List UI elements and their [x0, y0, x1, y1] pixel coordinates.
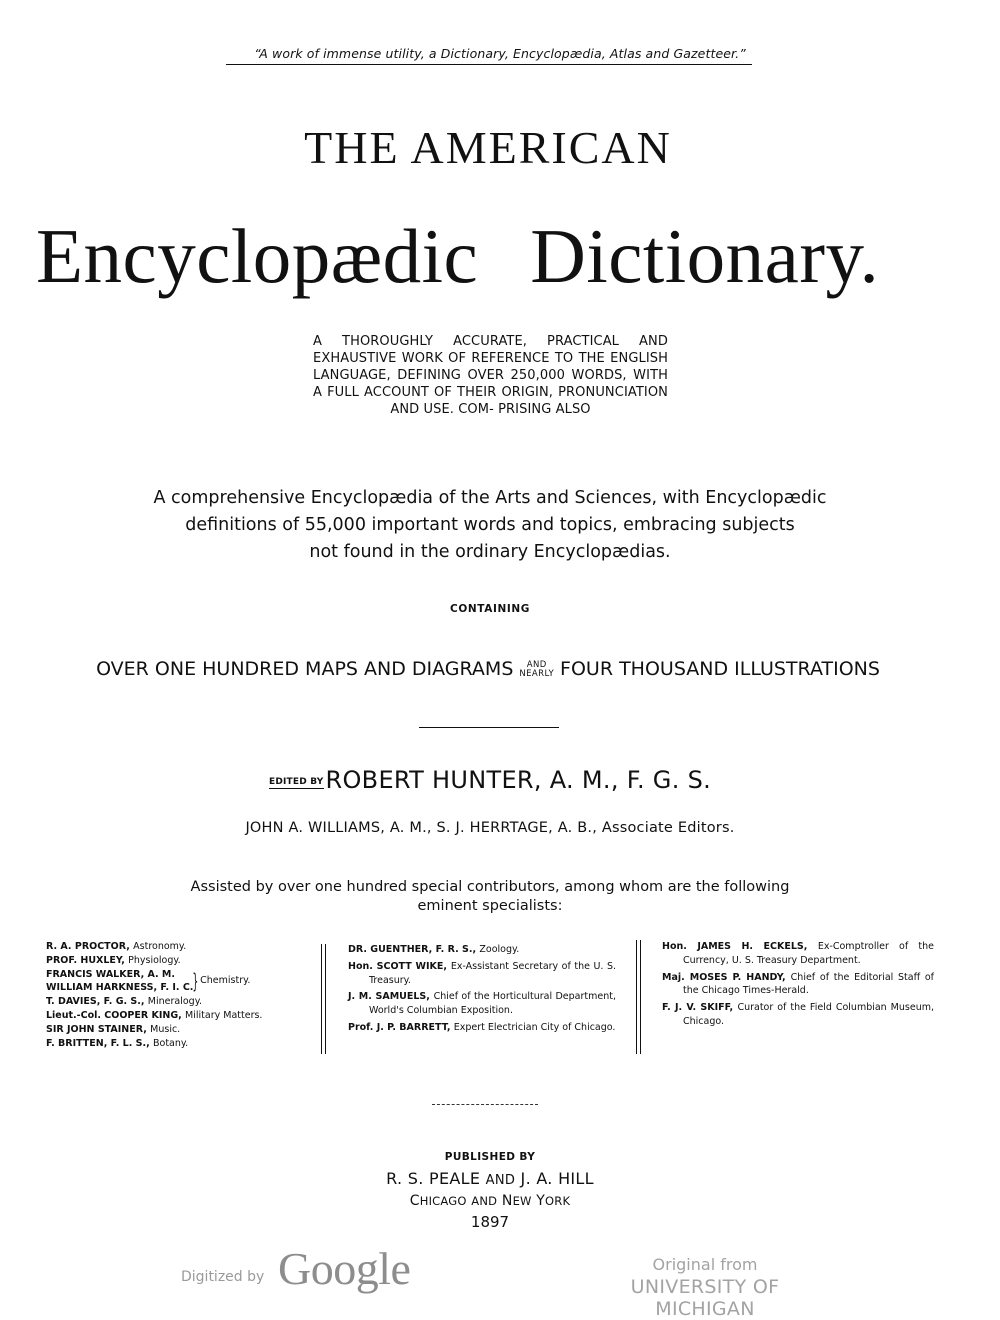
specialist-entry [348, 943, 616, 957]
specialist-field: Ex-Comptroller of the Currency, U. S. Treasury Department. [683, 941, 934, 966]
encyclopaedia-line-3: not found in the ordinary Encyclopædias. [309, 542, 671, 562]
and-word: AND [526, 659, 547, 670]
specialist-field: Astronomy. [133, 941, 187, 952]
publisher-names [0, 1169, 980, 1188]
specialist-entry [662, 1001, 934, 1029]
specialist-name: Prof. J. P. BARRETT, [348, 1021, 451, 1033]
specialist-entry [46, 940, 316, 954]
specialist-field: Curator of the Field Columbian Museum, Chicago. [683, 1002, 934, 1027]
city-2-rest: EW [512, 1194, 532, 1208]
specialist-entry [662, 940, 934, 968]
specialist-name: FRANCIS WALKER, A. M. [46, 968, 175, 980]
motto-quote: “A work of immense utility, a Dictionary, Encyclopædia, Atlas and Gazetteer.” [254, 46, 746, 61]
title-line-1: THE AMERICAN [304, 122, 672, 173]
specialist-entry [46, 1023, 316, 1037]
specialist-name: R. A. PROCTOR, [46, 941, 130, 952]
title-line-2 [36, 212, 956, 301]
city-1-initial: C [409, 1193, 420, 1209]
publisher-and: AND [485, 1173, 516, 1188]
specialist-name: F. J. V. SKIFF, [662, 1002, 734, 1014]
city-3-initial: Y [536, 1193, 546, 1209]
cities-and: AND [471, 1194, 498, 1208]
specialist-group-chemistry [46, 968, 316, 996]
specialists-column-3 [662, 940, 934, 1032]
specialist-entry [348, 960, 616, 988]
publisher-2-initials: J. A. [520, 1169, 553, 1188]
publisher-block [0, 1151, 980, 1231]
city-1-rest: HICAGO [419, 1194, 467, 1208]
specialist-entry [46, 954, 316, 968]
specialist-entry [348, 1021, 616, 1035]
specialist-field: Botany. [153, 1037, 189, 1049]
column-rule [321, 944, 322, 1054]
title-word-dictionary: Dictionary. [530, 213, 880, 299]
specialists-column-2 [348, 943, 616, 1038]
specialist-entry [46, 995, 316, 1009]
specialist-name: Hon. JAMES H. ECKELS, [662, 941, 808, 952]
original-from-label: Original from [652, 1255, 758, 1274]
university-name: UNIVERSITY OF MICHIGAN [630, 1276, 780, 1320]
publisher-cities [0, 1193, 980, 1209]
maps-illustrations-line [0, 658, 976, 680]
specialist-name: PROF. HUXLEY, [46, 954, 125, 966]
containing-label: CONTAINING [450, 603, 530, 615]
publisher-2-surname: HILL [558, 1169, 594, 1188]
publication-year: 1897 [470, 1213, 510, 1231]
specialist-name: DR. GUENTHER, F. R. S., [348, 944, 477, 955]
chief-editor-name: ROBERT HUNTER, A. M., F. G. S. [325, 766, 712, 794]
maps-text: OVER ONE HUNDRED MAPS AND DIAGRAMS [96, 658, 514, 680]
specialist-field: Chief of the Horticultural Department, World's Columbian Exposition. [369, 991, 617, 1017]
specialist-field: Chemistry. [200, 975, 251, 987]
city-3-rest: ORK [545, 1194, 571, 1208]
specialist-name: SIR JOHN STAINER, [46, 1023, 147, 1035]
specialist-field: Military Matters. [185, 1009, 263, 1021]
contributors-intro-line-2: eminent specialists: [417, 898, 563, 914]
column-rule [636, 940, 637, 1054]
specialist-field: Mineralogy. [147, 996, 202, 1008]
specialist-field: Ex-Assistant Secretary of the U. S. Treasury. [369, 960, 616, 986]
specialist-field: Physiology. [128, 954, 181, 966]
city-2-initial: N [501, 1193, 513, 1209]
title-word-encyclopaedic: Encyclopædic [36, 213, 479, 299]
specialist-name: F. BRITTEN, F. L. S., [46, 1037, 150, 1049]
specialist-entry [46, 1009, 316, 1023]
edited-by-label: EDITED BY [268, 777, 324, 787]
ornamental-divider [432, 1104, 538, 1105]
specialists-column-1 [46, 940, 316, 1050]
specialist-name: WILLIAM HARKNESS, F. I. C. [46, 982, 194, 994]
publisher-1-surname: PEALE [429, 1169, 481, 1188]
specialist-field: Expert Electrician City of Chicago. [453, 1021, 616, 1033]
publisher-1-initials: R. S. [386, 1169, 424, 1188]
specialist-name: J. M. SAMUELS, [348, 991, 430, 1003]
specialist-field: Chief of the Editorial Staff of the Chicago Times-Herald. [683, 971, 935, 997]
google-logo: Google [278, 1243, 411, 1294]
motto-underline [226, 64, 752, 65]
specialist-name: Lieut.-Col. COOPER KING, [46, 1009, 182, 1021]
specialist-name: T. DAVIES, F. G. S., [46, 996, 145, 1008]
illustrations-text: FOUR THOUSAND ILLUSTRATIONS [560, 658, 880, 680]
and-nearly-stack [519, 661, 554, 679]
encyclopaedia-line-1: A comprehensive Encyclopædia of the Arts and Sciences, with Encyclopædic [153, 488, 827, 508]
editor-line [0, 766, 980, 794]
specialist-entry [662, 971, 934, 999]
digitized-by-label: Digitized by [181, 1269, 265, 1285]
description-paragraph: A THOROUGHLY ACCURATE, PRACTICAL AND EXHAUSTIVE WORK OF REFERENCE TO THE ENGLISH LANGUAGE, DEFINING OVER 250,000 WORDS, WITH A FULL ACCOUNT OF THEIR ORIGIN, PRONUNCIATION AND USE. COM- PRISING ALSO [313, 334, 668, 417]
brace-symbol: } [192, 969, 199, 994]
nearly-word: NEARLY [519, 668, 555, 679]
specialist-name: Hon. SCOTT WIKE, [348, 960, 447, 972]
associate-editors: JOHN A. WILLIAMS, A. M., S. J. HERRTAGE, A. B., Associate Editors. [245, 820, 735, 836]
specialist-group-names [46, 968, 193, 996]
contributors-intro [150, 878, 830, 916]
contributors-intro-line-1: Assisted by over one hundred special contributors, among whom are the following [190, 879, 790, 895]
column-rule [640, 940, 641, 1054]
specialist-name: Maj. MOSES P. HANDY, [662, 971, 786, 983]
encyclopaedia-paragraph [60, 485, 920, 566]
section-divider [419, 727, 559, 728]
column-rule [325, 944, 326, 1054]
specialist-field: Music. [150, 1023, 181, 1035]
published-by-label: PUBLISHED BY [444, 1151, 536, 1163]
specialist-entry [46, 1037, 316, 1051]
specialist-entry [348, 990, 616, 1018]
specialist-field: Zoology. [479, 944, 520, 955]
encyclopaedia-line-2: definitions of 55,000 important words and topics, embracing subjects [185, 515, 795, 535]
